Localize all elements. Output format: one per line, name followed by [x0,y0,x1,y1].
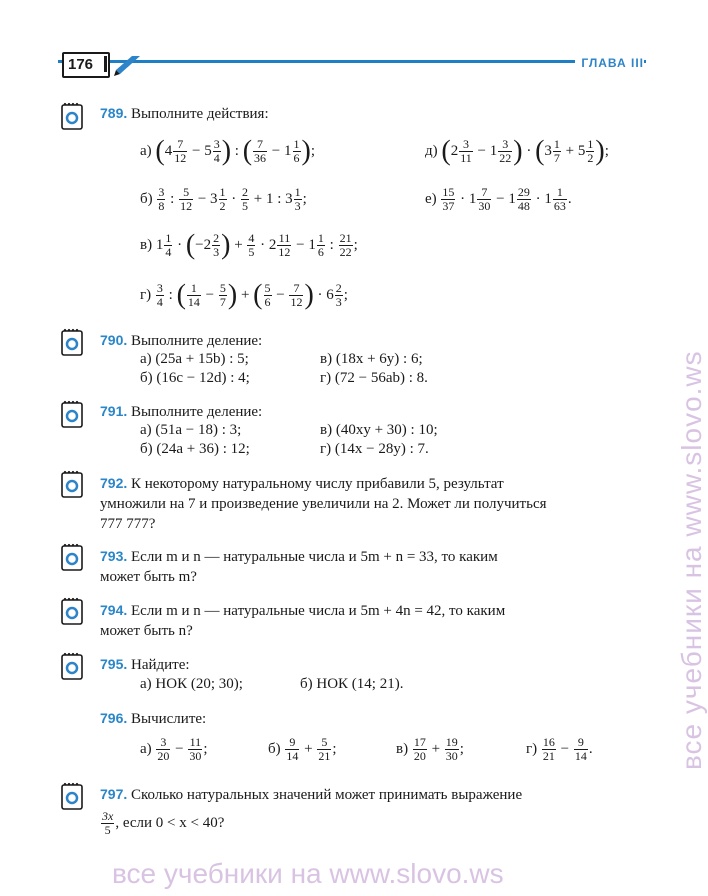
notebook-icon [60,328,82,356]
expr-797: $\frac{3x}{5}$ , если 0 < x < 40? [102,809,225,837]
problem-791-heading: 791. Выполните деление: [100,403,263,420]
expr-789-a: а) (4 $\frac{7}{12}$ − 5 $\frac{3}{4}$ ) : ( $\frac{7}{36}$ − 1 $\frac{1}{6}$ ); [140,135,315,167]
notebook-icon [60,597,82,625]
side-watermark: все учебники на www.slovo.ws [676,350,707,770]
notebook-icon [60,102,82,130]
notebook-icon [60,652,82,680]
expr-789-b: б) $\frac{3}{8}$ : $\frac{5}{12}$ − 3 $\frac{1}{2}$ · $\frac{2}{5}$ + 1 : 3 $\frac{1}{3}$ ; [140,185,307,213]
expr-796-g: г) $\frac{16}{21}$ − $\frac{9}{14}$ . [526,735,593,763]
pencil-icon [102,52,142,78]
problem-796-heading: 796. Вычислите: [100,710,207,727]
expr-789-d: д) (2 $\frac{3}{11}$ − 1 $\frac{3}{22}$ ) · (3 $\frac{1}{7}$ + 5 $\frac{1}{2}$ ); [425,135,609,167]
page-number: 176 [62,52,110,78]
expr-795-b: б) НОК (14; 21). [300,676,404,692]
notebook-icon [60,543,82,571]
expr-790-g: г) (72 − 56ab) : 8. [320,370,428,386]
expr-790-v: в) (18x + 6y) : 6; [320,351,423,367]
header-rule [58,60,646,63]
problem-794-text: 794. Если m и n — натуральные числа и 5m + 4n = 42, то каким может быть n? [100,602,506,639]
expr-796-a: а) $\frac{3}{20}$ − $\frac{11}{30}$ ; [140,735,208,763]
problem-795-heading: 795. Найдите: [100,656,190,673]
bottom-watermark: все учебники на www.slovo.ws [112,858,504,889]
notebook-icon [60,782,82,810]
expr-795-a: а) НОК (20; 30); [140,676,243,692]
expr-791-a: а) (51a − 18) : 3; [140,422,242,438]
problem-792-text: 792. К некоторому натуральному числу прибавили 5, результат умножили на 7 и произведение увеличили на 2. Может ли получиться 777 777? [100,475,547,532]
problem-789-heading: 789. Выполните действия: [100,105,269,122]
expr-791-g: г) (14x − 28y) : 7. [320,441,429,457]
expr-789-v: в) 1 $\frac{1}{4}$ · (−2 $\frac{2}{3}$ ) + $\frac{4}{5}$ · 2 $\frac{11}{12}$ − 1 $\frac{1}{6}$ : $\frac{21}{22}$ ; [140,229,358,261]
notebook-icon [60,400,82,428]
expr-796-b: б) $\frac{9}{14}$ + $\frac{5}{21}$ ; [268,735,337,763]
problem-790-heading: 790. Выполните деление: [100,332,263,349]
problem-793-text: 793. Если m и n — натуральные числа и 5m + n = 33, то каким может быть m? [100,548,498,585]
expr-789-e: е) $\frac{15}{37}$ · 1 $\frac{7}{30}$ − 1 $\frac{29}{48}$ · 1 $\frac{1}{63}$ . [425,185,572,213]
expr-791-b: б) (24a + 36) : 12; [140,441,250,457]
chapter-title: ГЛАВА III [575,56,644,70]
notebook-icon [60,470,82,498]
expr-789-g: г) $\frac{3}{4}$ : ( $\frac{1}{14}$ − $\frac{5}{7}$ ) + ( $\frac{5}{6}$ − $\frac{7}{12}$ ) · 6 $\frac{2}{3}$ ; [140,279,348,311]
expr-791-v: в) (40xy + 30) : 10; [320,422,438,438]
expr-790-b: б) (16c − 12d) : 4; [140,370,250,386]
problem-797-text: 797. Сколько натуральных значений может принимать выражение [100,786,523,803]
expr-790-a: а) (25a + 15b) : 5; [140,351,249,367]
expr-796-v: в) $\frac{17}{20}$ + $\frac{19}{30}$ ; [396,735,464,763]
